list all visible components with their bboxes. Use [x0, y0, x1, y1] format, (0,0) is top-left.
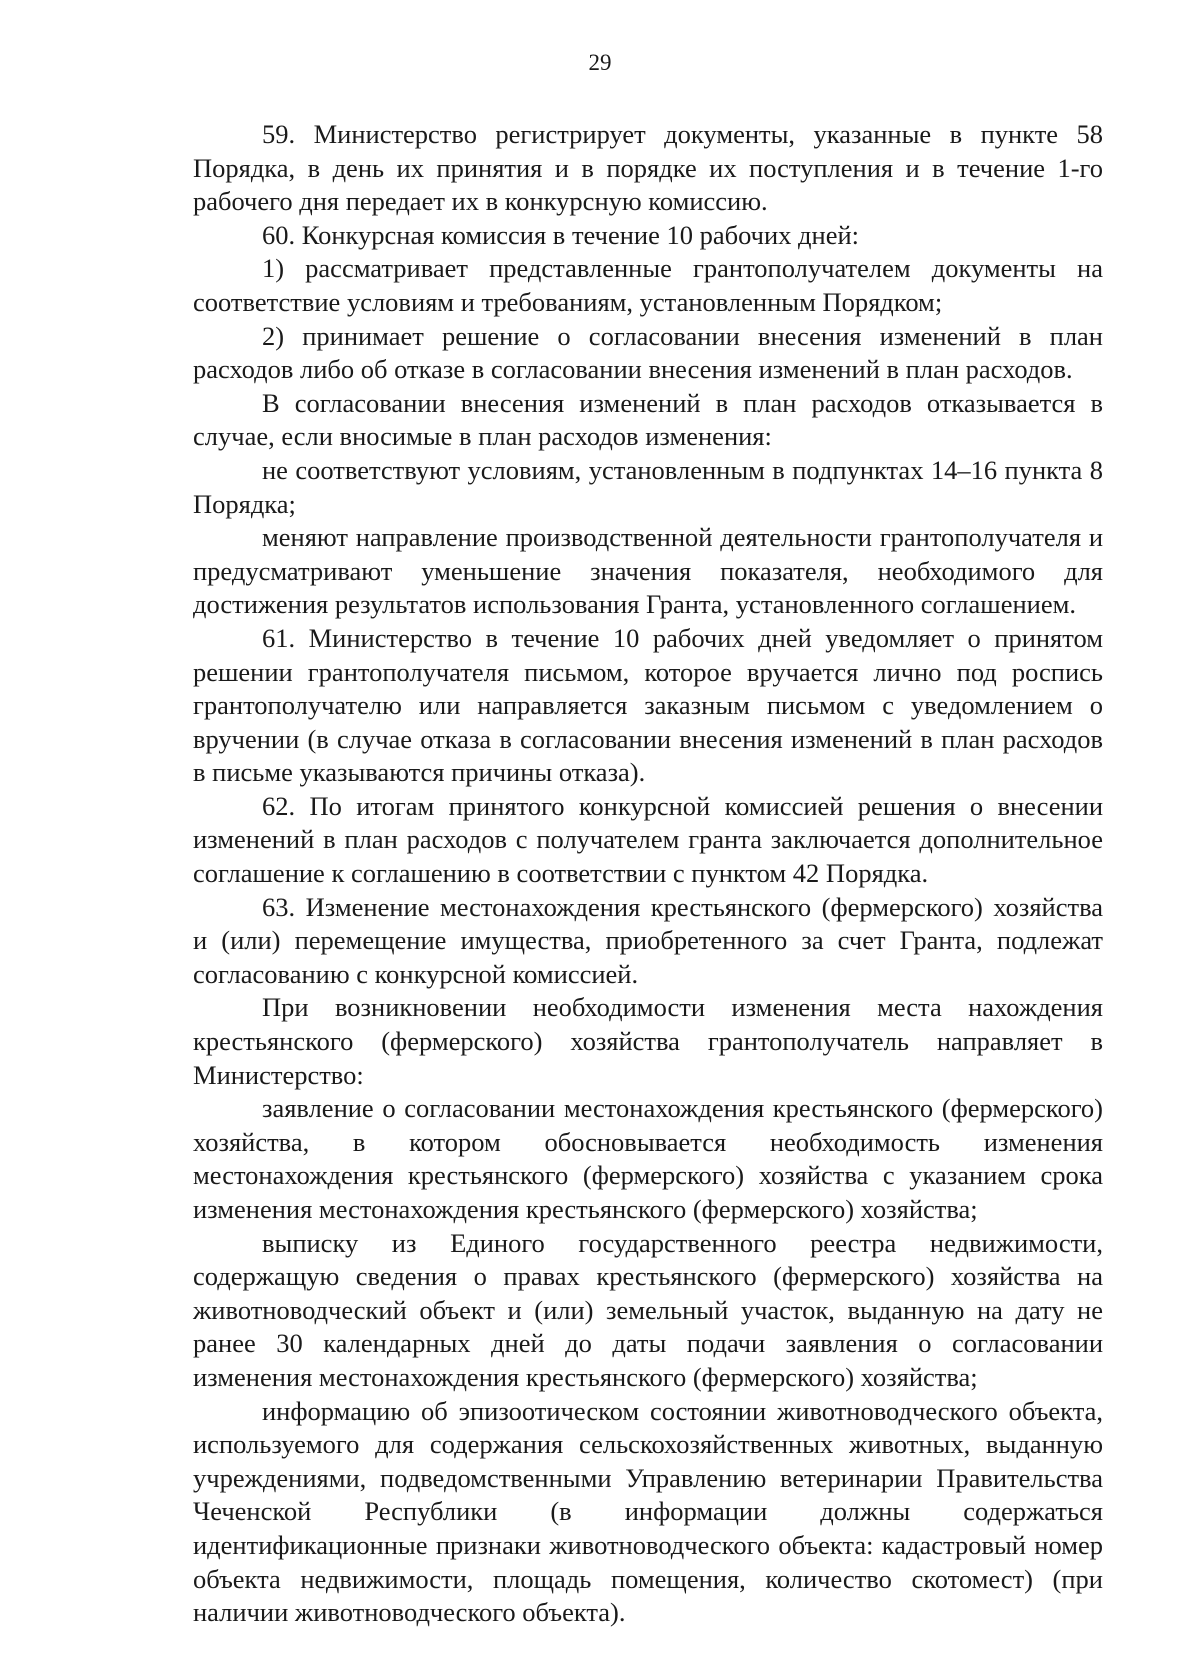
paragraph-59: 59. Министерство регистрирует документы, указанные в пункте 58 Порядка, в день их принятия и в порядке их поступления и в течение 1-го рабочего дня передает их в конкурсную комиссию.	[193, 119, 1103, 217]
paragraph-63: 63. Изменение местонахождения крестьянского (фермерского) хозяйства и (или) перемещение имущества, приобретенного за счет Гранта, подлежат согласованию с конкурсной комиссией.	[193, 891, 1103, 989]
paragraph-refusal-conditions: В согласовании внесения изменений в план расходов отказывается в случае, если вносимые в план расходов изменения:	[193, 387, 1103, 452]
paragraph-relocation-application: заявление о согласовании местонахождения крестьянского (фермерского) хозяйства, в котором обосновывается необходимость изменения местонахождения крестьянского (фермерского) хозяйства с указанием срока изменения местонахождения крестьянского (фермерского) хозяйства;	[193, 1093, 1103, 1224]
paragraph-refusal-condition-1: не соответствуют условиям, установленным в подпунктах 14–16 пункта 8 Порядка;	[193, 454, 1103, 519]
paragraph-relocation-epizootic-info: информацию об эпизоотическом состоянии животноводческого объекта, используемого для содержания сельскохозяйственных животных, выданную учреждениями, подведомственными Управлению ветеринарии Правительства Чеченской Республики (в информации должны содержаться идентификационные признаки животноводческого объекта: кадастровый номер объекта недвижимости, площадь помещения, количество скотомест) (при наличии животноводческого объекта).	[193, 1395, 1103, 1628]
paragraph-refusal-condition-2: меняют направление производственной деятельности грантополучателя и предусматривают уменьшение значения показателя, необходимого для достижения результатов использования Гранта, установленного соглашением.	[193, 522, 1103, 620]
paragraph-relocation-intro: При возникновении необходимости изменения места нахождения крестьянского (фермерского) хозяйства грантополучатель направляет в Министерство:	[193, 992, 1103, 1090]
paragraph-61: 61. Министерство в течение 10 рабочих дней уведомляет о принятом решении грантополучателя письмом, которое вручается лично под роспись грантополучателю или направляется заказным письмом с уведомлением о вручении (в случае отказа в согласовании внесения изменений в план расходов в письме указываются причины отказа).	[193, 622, 1103, 788]
paragraph-60-item-2: 2) принимает решение о согласовании внесения изменений в план расходов либо об отказе в согласовании внесения изменений в план расходов.	[193, 320, 1103, 385]
paragraph-60-item-1: 1) рассматривает представленные грантополучателем документы на соответствие условиям и требованиям, установленным Порядком;	[193, 253, 1103, 317]
paragraph-60: 60. Конкурсная комиссия в течение 10 рабочих дней:	[262, 219, 860, 250]
paragraph-relocation-registry-extract: выписку из Единого государственного реестра недвижимости, содержащую сведения о правах крестьянского (фермерского) хозяйства на животноводческий объект и (или) земельный участок, выданную на дату не ранее 30 календарных дней до даты подачи заявления о согласовании изменения местонахождения крестьянского (фермерского) хозяйства;	[193, 1227, 1103, 1392]
paragraph-62: 62. По итогам принятого конкурсной комиссией решения о внесении изменений в план расходов с получателем гранта заключается дополнительное соглашение к соглашению в соответствии с пунктом 42 Порядка.	[193, 790, 1103, 889]
page-number: 29	[588, 50, 612, 75]
document-body	[193, 118, 1103, 1630]
